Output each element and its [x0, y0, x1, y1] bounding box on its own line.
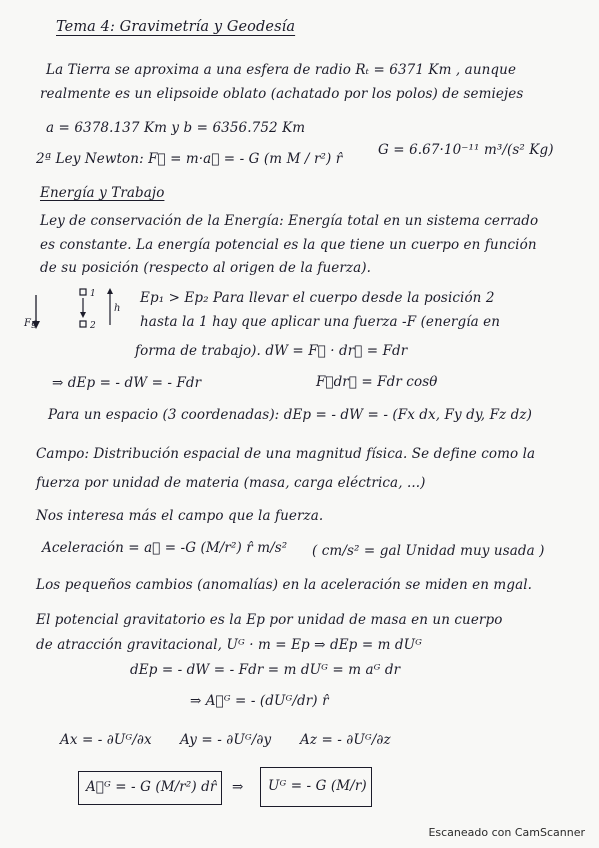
text-line: Campo: Distribución espacial de una magnitud física. Se define como la	[36, 446, 536, 462]
force-fg-label: Fg	[24, 318, 38, 329]
text-line: Nos interesa más el campo que la fuerza.	[36, 508, 324, 524]
text-line: El potencial gravitatorio es la Ep por unidad de masa en un cuerpo	[36, 612, 503, 628]
position-2-label: 2	[90, 321, 96, 331]
text-line: La Tierra se aproxima a una esfera de radio Rₜ = 6371 Km , aunque	[46, 62, 517, 78]
implies-arrow: ⇒	[232, 779, 244, 795]
text-line: dEp = - dW = - Fdr = m dUᴳ = m aᴳ dr	[130, 662, 401, 678]
text-line: Ep₁ > Ep₂ Para llevar el cuerpo desde la posición 2	[140, 290, 495, 306]
text-line: Los pequeños cambios (anomalías) en la aceleración se miden en mgal.	[36, 577, 533, 593]
text-line: realmente es un elipsoide oblato (achatado por los polos) de semiejes	[40, 86, 524, 102]
page-title: Tema 4: Gravimetría y Geodesía	[56, 19, 296, 35]
text-line: Ley de conservación de la Energía: Energía total en un sistema cerrado	[40, 213, 539, 229]
text-line: de atracción gravitacional, Uᴳ · m = Ep ⇒ dEp = m dUᴳ	[36, 637, 423, 653]
scanner-watermark: Escaneado con CamScanner	[428, 826, 585, 839]
gravitational-constant: G = 6.67·10⁻¹¹ m³/(s² Kg)	[378, 142, 554, 158]
partial-z-formula: Az = - ∂Uᴳ/∂z	[300, 732, 391, 748]
gal-unit-note: ( cm/s² = gal Unidad muy usada )	[312, 543, 545, 559]
newton-law: 2ª Ley Newton: F⃗ = m·a⃗ = - G (m M / r²) r̂	[36, 151, 343, 167]
position-diagram	[22, 285, 132, 345]
boxed-field-formula: A⃗ᴳ = - G (M/r²) dr̂	[86, 779, 217, 795]
partial-y-formula: Ay = - ∂Uᴳ/∂y	[180, 732, 272, 748]
text-line: de su posición (respecto al origen de la fuerza).	[40, 260, 372, 276]
text-line: es constante. La energía potencial es la que tiene un cuerpo en función	[40, 237, 537, 253]
text-line: hasta la 1 hay que aplicar una fuerza -F (energía en	[140, 314, 501, 330]
text-line: F⃗dr⃗ = Fdr cosθ	[316, 374, 438, 390]
partial-x-formula: Ax = - ∂Uᴳ/∂x	[60, 732, 152, 748]
text-line: forma de trabajo). dW = F⃗ · dr⃗ = Fdr	[135, 343, 408, 359]
text-line: a = 6378.137 Km y b = 6356.752 Km	[46, 120, 306, 136]
position-1-label: 1	[90, 289, 96, 299]
text-line: ⇒ A⃗ᴳ = - (dUᴳ/dr) r̂	[190, 693, 329, 709]
text-line: fuerza por unidad de materia (masa, carga eléctrica, ...)	[36, 475, 426, 491]
section-heading: Energía y Trabajo	[40, 185, 165, 201]
text-line: Para un espacio (3 coordenadas): dEp = - dW = - (Fx dx, Fy dy, Fz dz)	[48, 407, 532, 423]
height-h-label: h	[114, 303, 121, 314]
acceleration-formula: Aceleración = a⃗ = -G (M/r²) r̂ m/s²	[42, 540, 288, 556]
boxed-potential-formula: Uᴳ = - G (M/r)	[268, 778, 367, 794]
text-line: ⇒ dEp = - dW = - Fdr	[52, 375, 202, 391]
